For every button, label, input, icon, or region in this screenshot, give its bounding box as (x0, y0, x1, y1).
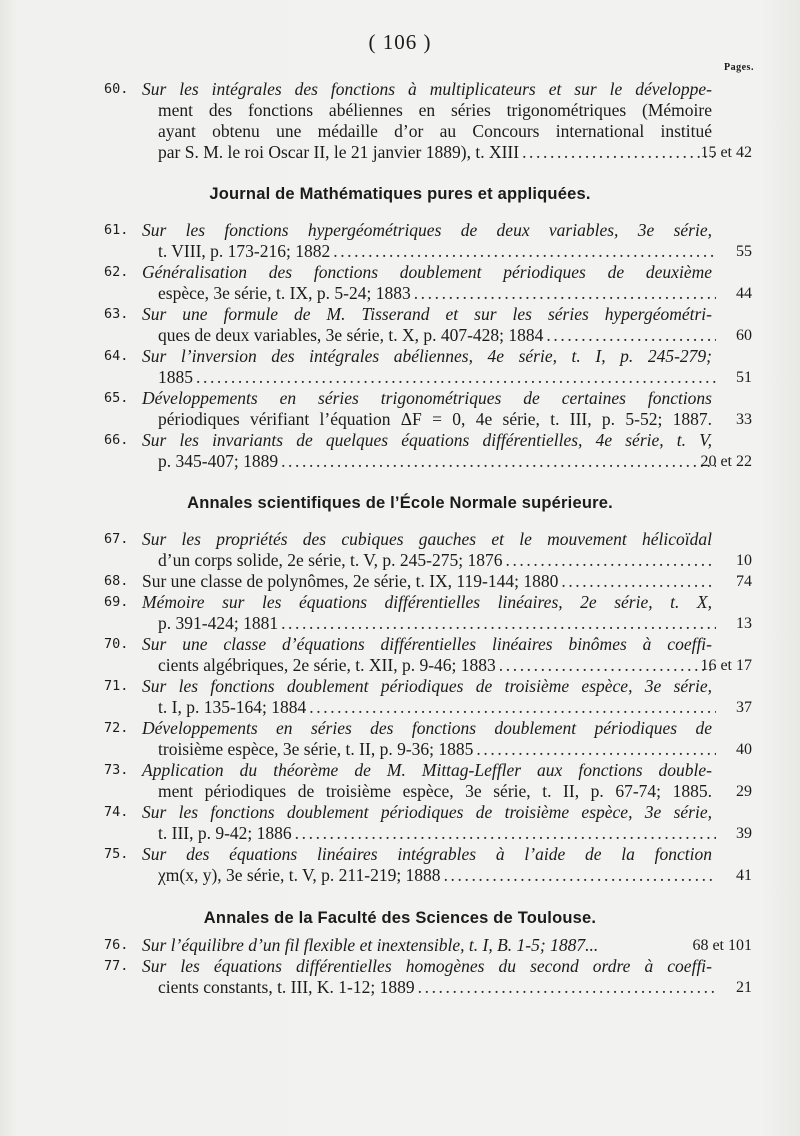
entry-line: Sur des équations linéaires intégrables à l’aide de la fonction (142, 844, 712, 864)
entry-pages: 13 (736, 615, 752, 632)
entry-pages: 74 (736, 573, 752, 590)
entry-64 (104, 346, 752, 388)
entry-line: ment des fonctions abéliennes en séries trigonométriques (Mémoire (158, 100, 712, 120)
entry-line: Sur une classe d’équations différentielles linéaires binômes à coeffi- (142, 634, 712, 654)
entry-68 (104, 571, 752, 592)
entry-63 (104, 304, 752, 346)
entry-pages: 20 et 22 (700, 453, 752, 470)
entry-number: 64. (104, 348, 129, 364)
leader-dots (281, 613, 716, 634)
entry-73 (104, 760, 752, 802)
entry-number: 62. (104, 264, 129, 280)
entry-line: par S. M. le roi Oscar II, le 21 janvier 1889), t. XIII (158, 142, 520, 162)
pages-column-label: Pages. (724, 62, 754, 73)
entry-pages: 51 (736, 369, 752, 386)
entry-60 (104, 79, 752, 163)
leader-dots (196, 367, 716, 388)
entry-line: p. 345-407; 1889 (158, 451, 279, 471)
entry-line: ques de deux variables, 3e série, t. X, p. 407-428; 1884 (158, 325, 544, 345)
section-title-annales-toulouse: Annales de la Faculté des Sciences de Toulouse. (203, 909, 597, 927)
entry-number: 67. (104, 531, 129, 547)
entry-line: ayant obtenu une médaille d’or au Concours international institué (158, 121, 712, 141)
entry-pages: 68 et 101 (692, 937, 752, 954)
entry-pages: 40 (736, 741, 752, 758)
entry-pages: 15 et 42 (700, 144, 752, 161)
leader-dots (333, 241, 716, 262)
entry-line: Sur les propriétés des cubiques gauches et le mouvement hélicoïdal (142, 529, 712, 549)
entry-line: Sur les intégrales des fonctions à multiplicateurs et sur le développe- (142, 79, 712, 99)
entry-pages: 44 (736, 285, 752, 302)
entry-number: 74. (104, 804, 129, 820)
entry-line: Mémoire sur les équations différentielles linéaires, 2e série, t. X, (142, 592, 712, 612)
entry-76 (104, 935, 752, 956)
entry-number: 73. (104, 762, 129, 778)
entry-77 (104, 956, 752, 998)
leader-dots (295, 823, 716, 844)
entry-75 (104, 844, 752, 886)
entry-line: cients algébriques, 2e série, t. XII, p. 9-46; 1883 (158, 655, 496, 675)
entry-number: 68. (104, 573, 129, 589)
entry-line: Généralisation des fonctions doublement périodiques de deuxième (142, 262, 712, 282)
entry-pages: 60 (736, 327, 752, 344)
entry-number: 66. (104, 432, 129, 448)
entry-72 (104, 718, 752, 760)
leader-dots (414, 283, 716, 304)
entry-line: t. VIII, p. 173-216; 1882 (158, 241, 331, 261)
entry-number: 70. (104, 636, 129, 652)
entry-number: 65. (104, 390, 129, 406)
entry-70 (104, 634, 752, 676)
entry-line: 1885 (158, 367, 193, 387)
entry-line: Sur l’équilibre d’un fil flexible et inextensible, t. I, B. 1-5; 1887... (142, 935, 599, 955)
entry-62 (104, 262, 752, 304)
entry-line: p. 391-424; 1881 (158, 613, 279, 633)
entry-line: Sur les fonctions doublement périodiques de troisième espèce, 3e série, (142, 802, 712, 822)
leader-dots (309, 697, 716, 718)
entry-line: Sur les fonctions hypergéométriques de deux variables, 3e série, (142, 220, 712, 240)
entry-number: 63. (104, 306, 129, 322)
entry-number: 72. (104, 720, 129, 736)
entry-line: d’un corps solide, 2e série, t. V, p. 245-275; 1876 (158, 550, 503, 570)
entry-pages: 21 (736, 979, 752, 996)
entry-71 (104, 676, 752, 718)
entry-pages: 16 et 17 (700, 657, 752, 674)
entry-number: 71. (104, 678, 129, 694)
entry-pages: 39 (736, 825, 752, 842)
section-title-annales-ens: Annales scientifiques de l’École Normale supérieure. (187, 494, 613, 512)
section-title-journal: Journal de Mathématiques pures et appliquées. (209, 185, 591, 203)
entry-pages: 37 (736, 699, 752, 716)
entry-line: Application du théorème de M. Mittag-Leffler aux fonctions double- (142, 760, 712, 780)
entry-line: espèce, 3e série, t. IX, p. 5-24; 1883 (158, 283, 411, 303)
entry-number: 75. (104, 846, 129, 862)
entry-66 (104, 430, 752, 472)
entry-line: Sur les invariants de quelques équations différentielles, 4e série, t. V, (142, 430, 712, 450)
entry-61 (104, 220, 752, 262)
entry-line: ment périodiques de troisième espèce, 3e série, t. II, p. 67-74; 1885. (158, 781, 712, 801)
entry-number: 60. (104, 81, 129, 97)
entry-line: troisième espèce, 3e série, t. II, p. 9-36; 1885 (158, 739, 474, 759)
entry-74 (104, 802, 752, 844)
entry-pages: 41 (736, 867, 752, 884)
leader-dots (281, 451, 716, 472)
entry-pages: 33 (736, 411, 752, 428)
entry-line: Sur une formule de M. Tisserand et sur les séries hypergéométri- (142, 304, 712, 324)
entry-number: 76. (104, 937, 129, 953)
entry-line: cients constants, t. III, K. 1-12; 1889 (158, 977, 415, 997)
entry-pages: 29 (736, 783, 752, 800)
entry-65 (104, 388, 752, 430)
entry-line: périodiques vérifiant l’équation ΔF = 0, 4e série, t. III, p. 5-52; 1887. (158, 409, 712, 429)
entry-line: t. III, p. 9-42; 1886 (158, 823, 292, 843)
page-number: ( 106 ) (368, 30, 432, 54)
entry-67 (104, 529, 752, 571)
entry-line: Sur les équations différentielles homogènes du second ordre à coeffi- (142, 956, 712, 976)
entry-number: 61. (104, 222, 129, 238)
entry-line: Développements en séries des fonctions doublement périodiques de (142, 718, 712, 738)
entry-line: Sur l’inversion des intégrales abéliennes, 4e série, t. I, p. 245-279; (142, 346, 712, 366)
entry-line: χm(x, y), 3e série, t. V, p. 211-219; 1888 (158, 865, 441, 885)
entry-line: Sur une classe de polynômes, 2e série, t. IX, 119-144; 1880 (142, 571, 559, 591)
entry-69 (104, 592, 752, 634)
entry-pages: 55 (736, 243, 752, 260)
entry-number: 69. (104, 594, 129, 610)
entry-line: t. I, p. 135-164; 1884 (158, 697, 307, 717)
entry-pages: 10 (736, 552, 752, 569)
leader-dots (444, 865, 716, 886)
entry-line: Sur les fonctions doublement périodiques de troisième espèce, 3e série, (142, 676, 712, 696)
leader-dots (418, 977, 716, 998)
leader-dots (476, 739, 716, 760)
entry-line: Développements en séries trigonométriques de certaines fonctions (142, 388, 712, 408)
entry-number: 77. (104, 958, 129, 974)
